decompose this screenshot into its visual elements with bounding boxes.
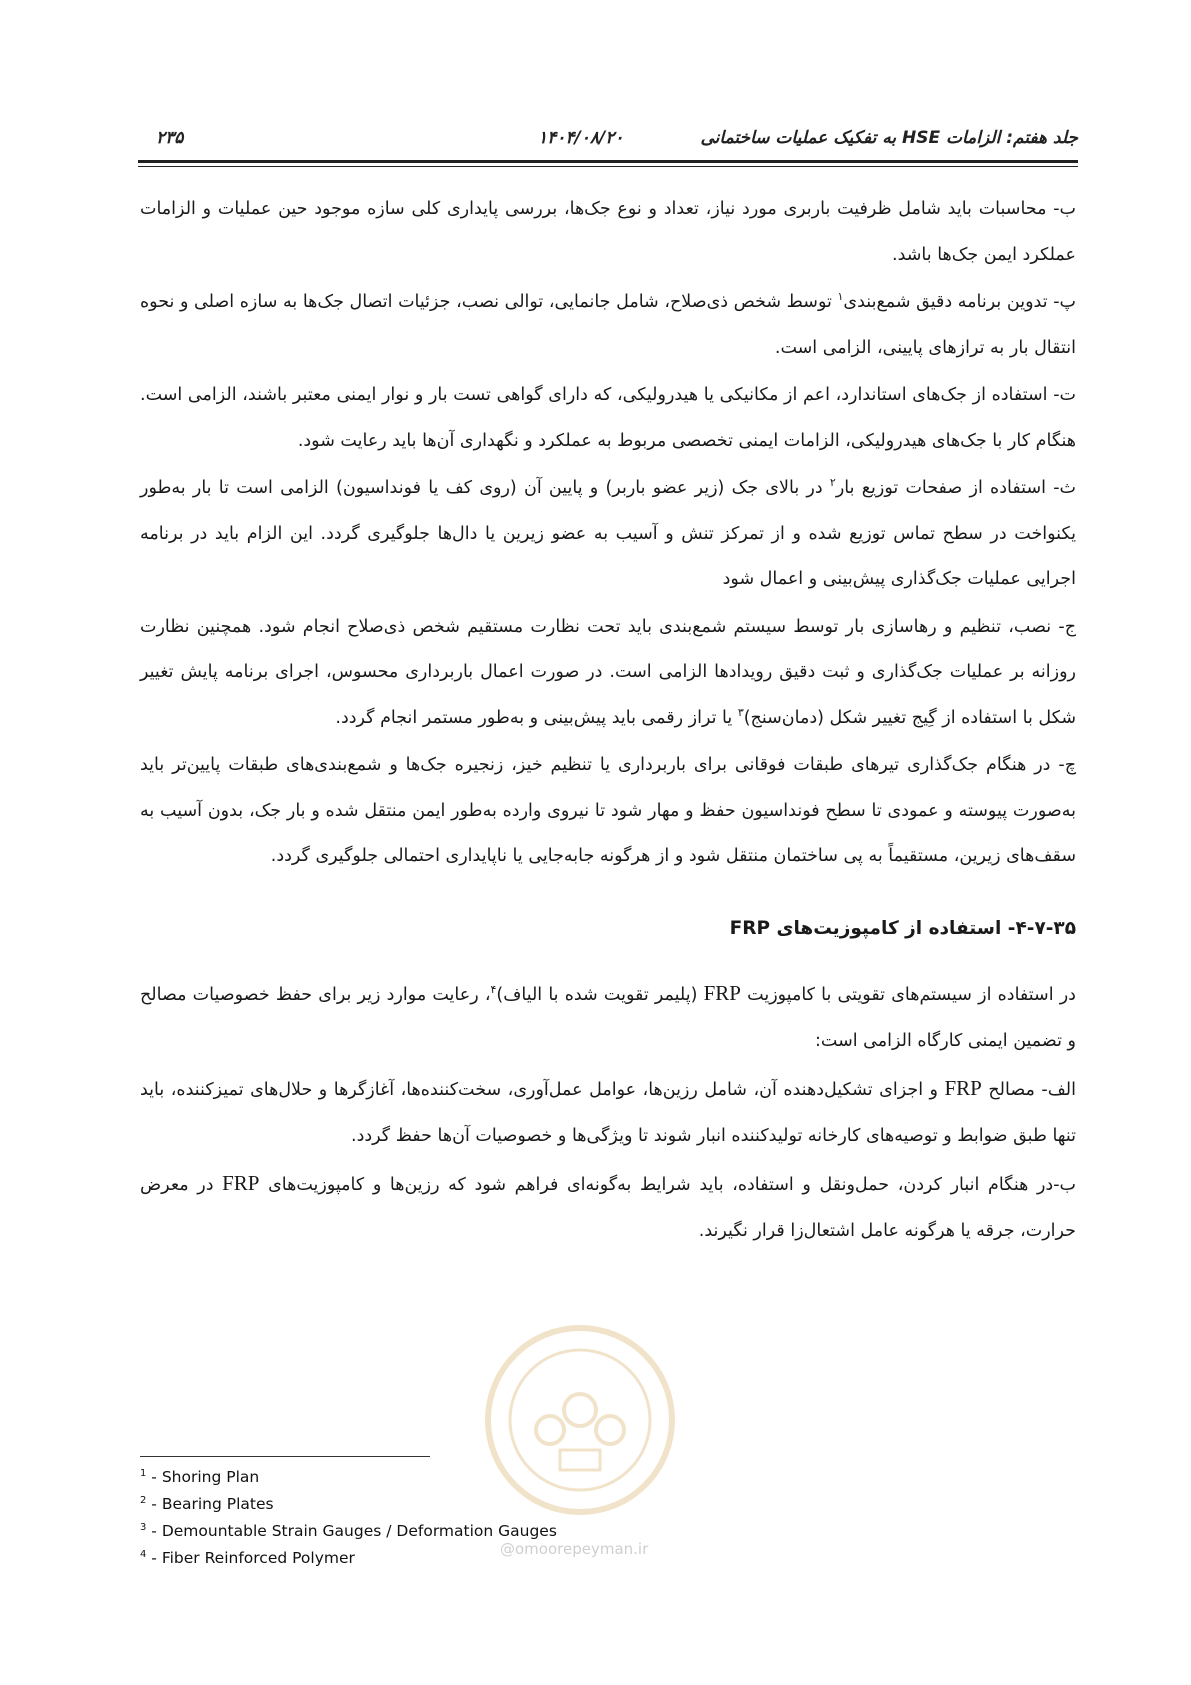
footnote-number: 1 (140, 1468, 147, 1479)
paragraph-text: چ- در هنگام جک‌گذاری تیرهای طبقات فوقانی برای باربرداری یا تنظیم خیز، زنجیره جک‌ها و شمع‌بندی‌های طبقات پایین‌تر باید به‌صورت پیوسته و عمودی تا سطح فونداسیون حفظ و مهار شود تا نیروی وارده به‌طور ایمن منتقل شده و بار جک، بدون آسیب به سقف‌های زیرین، مستقیماً به پی ساختمان منتقل شود و از هرگونه جابه‌جایی یا ناپایداری احتمالی جلوگیری گردد. (140, 755, 1076, 866)
main-body (140, 187, 1076, 1256)
footnote-number: 3 (140, 1522, 147, 1534)
footnote-text: - Bearing Plates (146, 1495, 274, 1514)
section-item-alef (140, 1066, 1076, 1159)
paragraph-text: در استفاده از سیستم‌های تقویتی با کامپوزیت (740, 985, 1076, 1005)
footnotes (140, 1462, 740, 1571)
watermark-url: @omoorepeyman.ir (500, 1540, 649, 1558)
paragraph-p (140, 280, 1076, 371)
paragraph-text: ث- استفاده از صفحات توزیع بار (835, 478, 1076, 498)
paragraph-text: (پلیمر تقویت شده با الیاف) (496, 985, 704, 1005)
footnote-ref[interactable]: ۴ (490, 983, 497, 997)
section-item-be (140, 1161, 1076, 1254)
paragraph-text: ج- نصب، تنظیم و رهاسازی بار توسط سیستم شمع‌بندی باید تحت نظارت مستقیم شخص ذی‌صلاح انجام شود. همچنین نظارت روزانه بر عملیات جک‌گذاری و ثبت دقیق رویدادها الزامی است. در صورت اعمال باربرداری محسوس، اجرای برنامه پایش تغییر شکل با استفاده از گِیج تغییر شکل (دمان‌سنج) (140, 616, 1076, 728)
paragraph-text: ب-در هنگام انبار کردن، حمل‌ونقل و استفاده، باید شرایط به‌گونه‌ای فراهم شود که رزین‌ها و کامپوزیت‌های (259, 1175, 1076, 1195)
section-heading: ۴-۷-۳۵- استفاده از کامپوزیت‌های FRP (729, 917, 1076, 939)
header-date: ۱۴۰۴/۰۸/۲۰ (538, 128, 624, 148)
paragraph-text: در بالای جک (زیر عضو باربر) و پایین آن (روی کف یا فونداسیون) الزامی است تا بار به‌طور یکنواخت در سطح تماس توزیع شده و از تمرکز تنش و آسیب به عضو زیرین یا دال‌ها جلوگیری گردد. این الزام باید در برنامه اجرایی عملیات جک‌گذاری پیش‌بینی و اعمال شود (140, 478, 1076, 589)
paragraph-text: و اجزای تشکیل‌دهنده آن، شامل رزین‌ها، عوامل عمل‌آوری، سخت‌کننده‌ها، آغازگرها و حلال‌های تمیزکننده، باید تنها طبق ضوابط و توصیه‌های کارخانه تولیدکننده انبار شوند تا ویژگی‌ها و خصوصیات آن‌ها حفظ گردد. (140, 1080, 1076, 1146)
footnote-item (140, 1543, 740, 1570)
footnote-ref[interactable]: ۲ (829, 476, 836, 490)
footnote-separator (140, 1456, 430, 1457)
footnote-item (140, 1462, 740, 1489)
page-number: ۲۳۵ (156, 128, 184, 148)
paragraph-b (140, 187, 1076, 278)
paragraph-t (140, 373, 1076, 464)
footnote-text: - Shoring Plan (146, 1468, 260, 1487)
footnote-number: 4 (140, 1549, 147, 1561)
footnote-text: - Demountable Strain Gauges / Deformation Gauges (146, 1522, 557, 1541)
footnote-number: 2 (140, 1495, 147, 1507)
footnote-ref[interactable]: ۳ (737, 705, 744, 719)
paragraph-ch (140, 743, 1076, 880)
paragraph-text: الف- مصالح (981, 1080, 1076, 1100)
paragraph-text: ، رعایت موارد زیر برای حفظ خصوصیات مصالح و تضمین ایمنی کارگاه الزامی است: (140, 985, 1076, 1051)
running-title: جلد هفتم: الزامات HSE به تفکیک عملیات ساختمانی (700, 128, 1078, 148)
paragraph-text: پ- تدوین برنامه دقیق شمع‌بندی (843, 292, 1076, 312)
header-rule-thin (138, 166, 1078, 167)
page-header (138, 124, 1078, 154)
latin-term: FRP (222, 1171, 260, 1195)
paragraph-s (140, 466, 1076, 603)
header-rule-thick (138, 160, 1078, 163)
footnote-item (140, 1489, 740, 1516)
paragraph-text: در معرض حرارت، جرقه یا هرگونه عامل اشتعال‌زا قرار نگیرند. (140, 1175, 1076, 1241)
footnote-ref[interactable]: ۱ (837, 290, 844, 304)
latin-term: FRP (703, 981, 741, 1005)
footnote-item (140, 1516, 740, 1543)
paragraph-j (140, 605, 1076, 742)
paragraph-text: توسط شخص ذی‌صلاح، شامل جانمایی، توالی نصب، جزئیات اتصال جک‌ها به سازه اصلی و نحوه انتقال بار به ترازهای پایینی، الزامی است. (140, 292, 1076, 358)
latin-term: FRP (944, 1076, 982, 1100)
paragraph-text: یا تراز رقمی باید پیش‌بینی و به‌طور مستمر انجام گردد. (335, 707, 738, 728)
paragraph-text: ب- محاسبات باید شامل ظرفیت باربری مورد نیاز، تعداد و نوع جک‌ها، بررسی پایداری کلی سازه موجود حین عملیات و الزامات عملکرد ایمن جک‌ها باشد. (140, 199, 1076, 265)
footnote-text: - Fiber Reinforced Polymer (146, 1549, 355, 1568)
section-intro (140, 971, 1076, 1064)
paragraph-text: ت- استفاده از جک‌های استاندارد، اعم از مکانیکی یا هیدرولیکی، که دارای گواهی تست بار و نوار ایمنی معتبر باشند، الزامی است. هنگام کار با جک‌های هیدرولیکی، الزامات ایمنی تخصصی مربوط به عملکرد و نگهداری آن‌ها باید رعایت شود. (140, 385, 1076, 451)
